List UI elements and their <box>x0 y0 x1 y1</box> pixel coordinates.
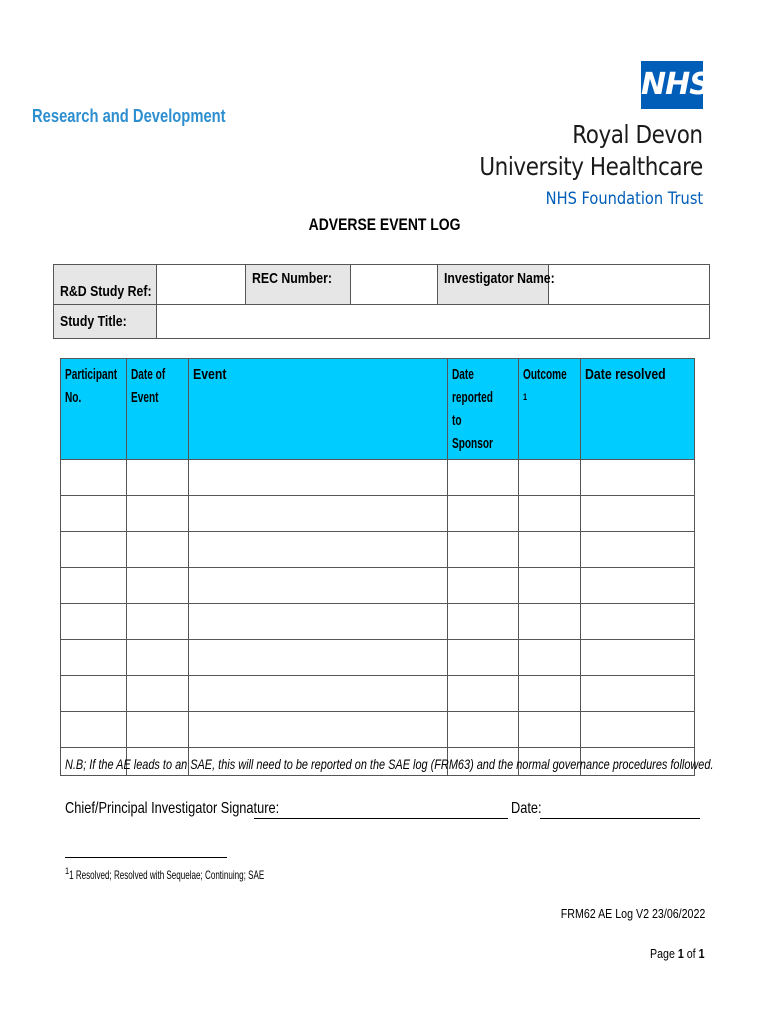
date-of-event-cell[interactable] <box>127 496 189 532</box>
department-heading: Research and Development <box>32 106 226 126</box>
event-cell[interactable] <box>189 604 448 640</box>
outcome-cell[interactable] <box>519 532 581 568</box>
participant-no-cell[interactable] <box>61 604 127 640</box>
event-cell[interactable] <box>189 496 448 532</box>
outcome-cell[interactable] <box>519 496 581 532</box>
table-row <box>61 640 695 676</box>
date-reported-cell[interactable] <box>448 604 519 640</box>
rec-number-label: REC Number: <box>246 265 351 305</box>
nhs-logo: NHS <box>641 61 703 109</box>
date-resolved-cell[interactable] <box>581 568 695 604</box>
date-resolved-cell[interactable] <box>581 496 695 532</box>
date-of-event-cell[interactable] <box>127 568 189 604</box>
date-of-event-cell[interactable] <box>127 604 189 640</box>
org-name-line2: University Healthcare <box>479 152 703 181</box>
study-title-field[interactable] <box>157 305 710 339</box>
participant-no-cell[interactable] <box>61 532 127 568</box>
document-title: ADVERSE EVENT LOG <box>309 215 461 234</box>
participant-no-cell[interactable] <box>61 460 127 496</box>
sae-note: N.B; If the AE leads to an SAE, this will need to be reported on the SAE log (FRM63) and the normal governance procedures followed. <box>65 756 714 772</box>
col-outcome: Outcome$^1$ <box>519 359 581 460</box>
table-row <box>61 676 695 712</box>
footnote: $^1$1 Resolved; Resolved with Sequelae; Continuing; SAE <box>65 866 265 882</box>
event-cell[interactable] <box>189 568 448 604</box>
date-reported-cell[interactable] <box>448 460 519 496</box>
rd-study-ref-label: R&D Study Ref: <box>54 265 157 305</box>
form-reference: FRM62 AE Log V2 23/06/2022 <box>560 906 705 921</box>
investigator-name-field[interactable] <box>549 265 710 305</box>
footnote-mark: 1 <box>523 392 528 402</box>
participant-no-cell[interactable] <box>61 640 127 676</box>
org-name-line1: Royal Devon <box>572 120 703 149</box>
event-cell[interactable] <box>189 532 448 568</box>
date-reported-cell[interactable] <box>448 568 519 604</box>
date-reported-cell[interactable] <box>448 496 519 532</box>
outcome-cell[interactable] <box>519 640 581 676</box>
event-cell[interactable] <box>189 460 448 496</box>
org-name-line3: NHS Foundation Trust <box>545 189 703 209</box>
participant-no-cell[interactable] <box>61 676 127 712</box>
table-row <box>61 568 695 604</box>
investigator-name-label: Investigator Name: <box>438 265 549 305</box>
study-title-label: Study Title: <box>54 305 157 339</box>
col-date-reported: Date reported to Sponsor <box>448 359 519 460</box>
signature-label: Chief/Principal Investigator Signature: <box>65 800 280 817</box>
event-cell[interactable] <box>189 676 448 712</box>
col-date-resolved: Date resolved <box>581 359 695 460</box>
date-line[interactable] <box>540 818 700 819</box>
participant-no-cell[interactable] <box>61 496 127 532</box>
date-of-event-cell[interactable] <box>127 712 189 748</box>
outcome-cell[interactable] <box>519 676 581 712</box>
page-number: Page 1 of 1 <box>650 946 705 961</box>
date-of-event-cell[interactable] <box>127 640 189 676</box>
signature-line[interactable] <box>254 818 508 819</box>
date-reported-cell[interactable] <box>448 712 519 748</box>
study-info-table <box>53 264 710 339</box>
date-reported-cell[interactable] <box>448 676 519 712</box>
adverse-event-table <box>60 358 695 776</box>
date-of-event-cell[interactable] <box>127 460 189 496</box>
outcome-cell[interactable] <box>519 712 581 748</box>
date-label: Date: <box>511 800 542 817</box>
col-participant-no: Participant No. <box>61 359 127 460</box>
date-resolved-cell[interactable] <box>581 460 695 496</box>
date-of-event-cell[interactable] <box>127 676 189 712</box>
date-reported-cell[interactable] <box>448 640 519 676</box>
date-resolved-cell[interactable] <box>581 712 695 748</box>
footnote-divider <box>65 857 227 858</box>
table-row <box>61 460 695 496</box>
table-row <box>61 532 695 568</box>
col-event: Event <box>189 359 448 460</box>
date-resolved-cell[interactable] <box>581 676 695 712</box>
event-cell[interactable] <box>189 712 448 748</box>
col-date-of-event: Date of Event <box>127 359 189 460</box>
outcome-cell[interactable] <box>519 604 581 640</box>
date-resolved-cell[interactable] <box>581 532 695 568</box>
table-row <box>61 712 695 748</box>
date-of-event-cell[interactable] <box>127 532 189 568</box>
event-cell[interactable] <box>189 640 448 676</box>
rd-study-ref-field[interactable] <box>157 265 246 305</box>
participant-no-cell[interactable] <box>61 568 127 604</box>
participant-no-cell[interactable] <box>61 712 127 748</box>
date-resolved-cell[interactable] <box>581 640 695 676</box>
date-resolved-cell[interactable] <box>581 604 695 640</box>
outcome-cell[interactable] <box>519 460 581 496</box>
rec-number-field[interactable] <box>351 265 438 305</box>
outcome-cell[interactable] <box>519 568 581 604</box>
table-row <box>61 496 695 532</box>
date-reported-cell[interactable] <box>448 532 519 568</box>
table-row <box>61 604 695 640</box>
